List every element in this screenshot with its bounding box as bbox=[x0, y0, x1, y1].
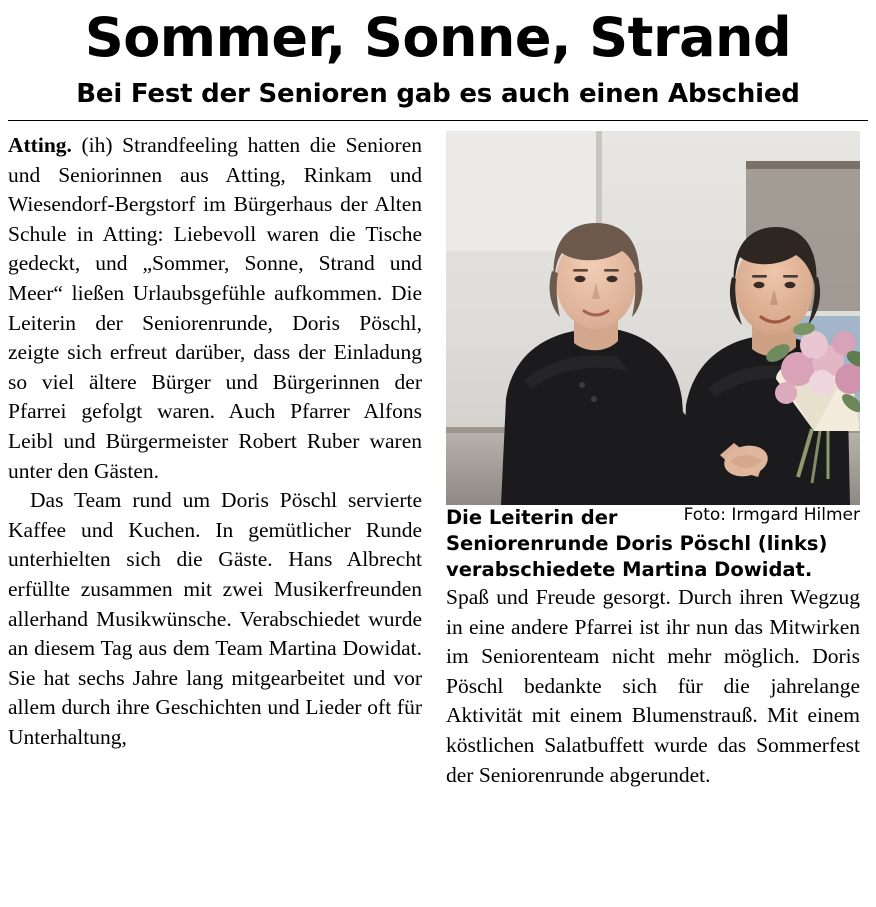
photo-graphic bbox=[446, 131, 860, 505]
two-women-handshake-flowers-photo bbox=[446, 131, 860, 505]
article-columns bbox=[8, 131, 868, 790]
right-column bbox=[446, 131, 860, 790]
left-column bbox=[8, 131, 422, 790]
article-subheadline: Bei Fest der Senioren gab es auch einen Abschied bbox=[76, 79, 800, 109]
photo-caption-block bbox=[446, 505, 860, 583]
page-title: Sommer, Sonne, Strand bbox=[84, 6, 792, 69]
photo-credit: Foto: Irmgard Hilmer bbox=[683, 505, 860, 525]
photo-caption: Die Leiterin der Seniorenrunde Doris Pöschl (links) verabschiedete Martina Dowidat. bbox=[446, 506, 828, 581]
dateline: Atting. bbox=[8, 133, 72, 157]
paragraph-lead-text: (ih) Strandfeeling hatten die Senioren und Seniorinnen aus Atting, Rinkam und Wiesendorf-Bergstorf im Bürgerhaus der Alten Schule in Atting: Liebevoll waren die Tische gedeckt, und „Sommer, Sonne, Strand und Meer“ ließen Urlaubsgefühle aufkommen. Die Leiterin der Seniorenrunde, Doris Pöschl, zeigte sich erfreut darüber, dass der Einladung so viel ältere Bürger und Bürgerinnen der Pfarrei gefolgt waren. Auch Pfarrer Alfons Leibl und Bürgermeister Robert Ruber waren unter den Gästen. bbox=[8, 133, 422, 483]
header-divider bbox=[8, 120, 868, 121]
paragraph-two: Das Team rund um Doris Pöschl servierte Kaffee und Kuchen. In gemütlicher Runde unterhielten sich die Gäste. Hans Albrecht erfüllte zusammen mit zwei Musikerfreunden allerhand Musikwünsche. Verabschiedet wurde an diesem Tag aus dem Team Martina Dowidat. Sie hat sechs Jahre lang mitgearbeitet und vor allem durch ihre Geschichten und Lieder oft für Unterhaltung, bbox=[8, 488, 422, 749]
paragraph-lead bbox=[8, 131, 422, 486]
newspaper-article-page bbox=[0, 8, 876, 907]
right-paragraph-one: Spaß und Freude gesorgt. Durch ihren Wegzug in eine andere Pfarrei ist ihr nun das Mitwirken im Seniorenteam nicht mehr möglich. Doris Pöschl bedankte sich für die jahrelange Aktivität mit einem Blumenstrauß. Mit einem köstlichen Salatbuffett wurde das Sommerfest der Seniorenrunde abgerundet. bbox=[446, 585, 860, 787]
